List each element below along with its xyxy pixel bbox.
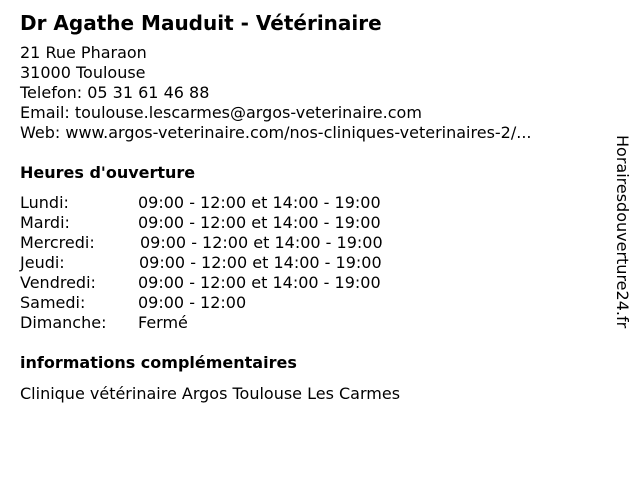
day-label: Lundi: (20, 193, 69, 212)
day-label: Jeudi: (20, 253, 65, 272)
day-hours: 09:00 - 12:00 et 14:00 - 19:00 (139, 253, 382, 272)
phone-line: Telefon: 05 31 61 46 88 (20, 83, 210, 102)
watermark (612, 135, 632, 370)
day-label: Mardi: (20, 213, 70, 232)
day-hours: Fermé (138, 313, 188, 332)
day-hours: 09:00 - 12:00 (138, 293, 247, 312)
day-hours: 09:00 - 12:00 et 14:00 - 19:00 (138, 213, 381, 232)
info-text: Clinique vétérinaire Argos Toulouse Les Carmes (20, 384, 401, 403)
email-line: Email: toulouse.lescarmes@argos-veterinaire.com (20, 103, 422, 122)
day-label: Samedi: (20, 293, 86, 312)
address-city: 31000 Toulouse (20, 63, 146, 82)
address-street: 21 Rue Pharaon (20, 43, 147, 62)
page-title: Dr Agathe Mauduit - Vétérinaire (20, 11, 382, 35)
web-line: Web: www.argos-veterinaire.com/nos-cliniques-veterinaires-2/... (20, 123, 532, 142)
day-hours: 09:00 - 12:00 et 14:00 - 19:00 (138, 273, 381, 292)
day-hours: 09:00 - 12:00 et 14:00 - 19:00 (138, 193, 381, 212)
info-heading: informations complémentaires (20, 353, 297, 372)
contact-block (20, 43, 532, 143)
day-label: Vendredi: (20, 273, 96, 292)
watermark-text: Horairesdouverture24.fr (613, 135, 632, 329)
day-label: Dimanche: (20, 313, 107, 332)
day-label: Mercredi: (20, 233, 95, 252)
hours-heading: Heures d'ouverture (20, 163, 196, 182)
day-hours: 09:00 - 12:00 et 14:00 - 19:00 (140, 233, 383, 252)
